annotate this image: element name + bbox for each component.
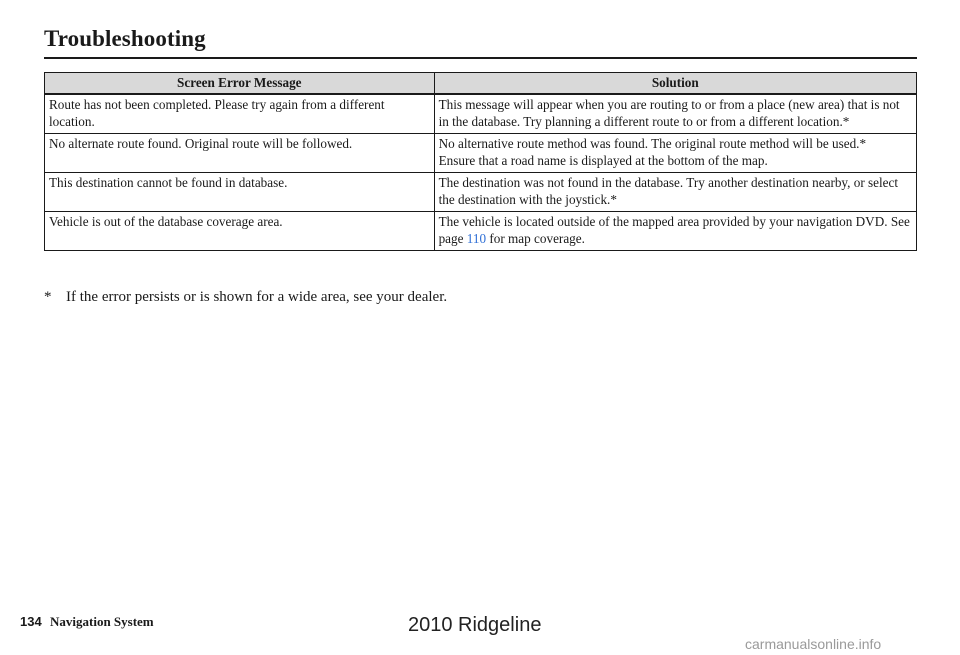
solution-text: The destination was not found in the database. Try another destination nearby, or select the destination with the joystick.* xyxy=(438,175,899,207)
model-watermark: 2010 Ridgeline xyxy=(408,614,542,636)
table-row xyxy=(45,212,917,251)
error-message-cell: Vehicle is out of the database coverage area. xyxy=(45,212,435,251)
footnote-marker: * xyxy=(44,289,52,305)
error-message-table xyxy=(44,72,917,251)
solution-cell xyxy=(434,212,916,251)
table-row xyxy=(45,134,917,173)
error-message-cell: No alternate route found. Original route will be followed. xyxy=(45,134,435,173)
solution-text-after: for map coverage. xyxy=(486,231,585,246)
solution-cell xyxy=(434,134,916,173)
footnote xyxy=(44,288,447,306)
table-row xyxy=(45,94,917,134)
site-watermark: carmanualsonline.info xyxy=(745,636,882,652)
solution-text: No alternative route method was found. The original route method will be used.* xyxy=(438,136,867,151)
page-number: 134 xyxy=(20,614,42,629)
title-divider xyxy=(44,57,917,59)
page-title: Troubleshooting xyxy=(44,26,206,51)
page-reference-link[interactable]: 110 xyxy=(466,231,487,246)
column-header-message: Screen Error Message xyxy=(45,73,435,95)
solution-text: This message will appear when you are routing to or from a place (new area) that is not in the database. Try planning a different route to or from a different location.* xyxy=(438,97,900,129)
error-message-cell: Route has not been completed. Please try again from a different location. xyxy=(45,94,435,134)
solution-cell xyxy=(434,173,916,212)
footnote-text: If the error persists or is shown for a wide area, see your dealer. xyxy=(66,289,448,305)
column-header-solution: Solution xyxy=(434,73,916,95)
solution-text: Ensure that a road name is displayed at the bottom of the map. xyxy=(438,153,768,168)
solution-text-before: The vehicle is located outside of the mapped area provided by your navigation DVD. See page xyxy=(438,214,910,246)
error-message-cell: This destination cannot be found in database. xyxy=(45,173,435,212)
footer-section-name: Navigation System xyxy=(50,614,154,629)
solution-cell xyxy=(434,94,916,134)
table-header-row xyxy=(45,73,917,95)
table-row xyxy=(45,173,917,212)
